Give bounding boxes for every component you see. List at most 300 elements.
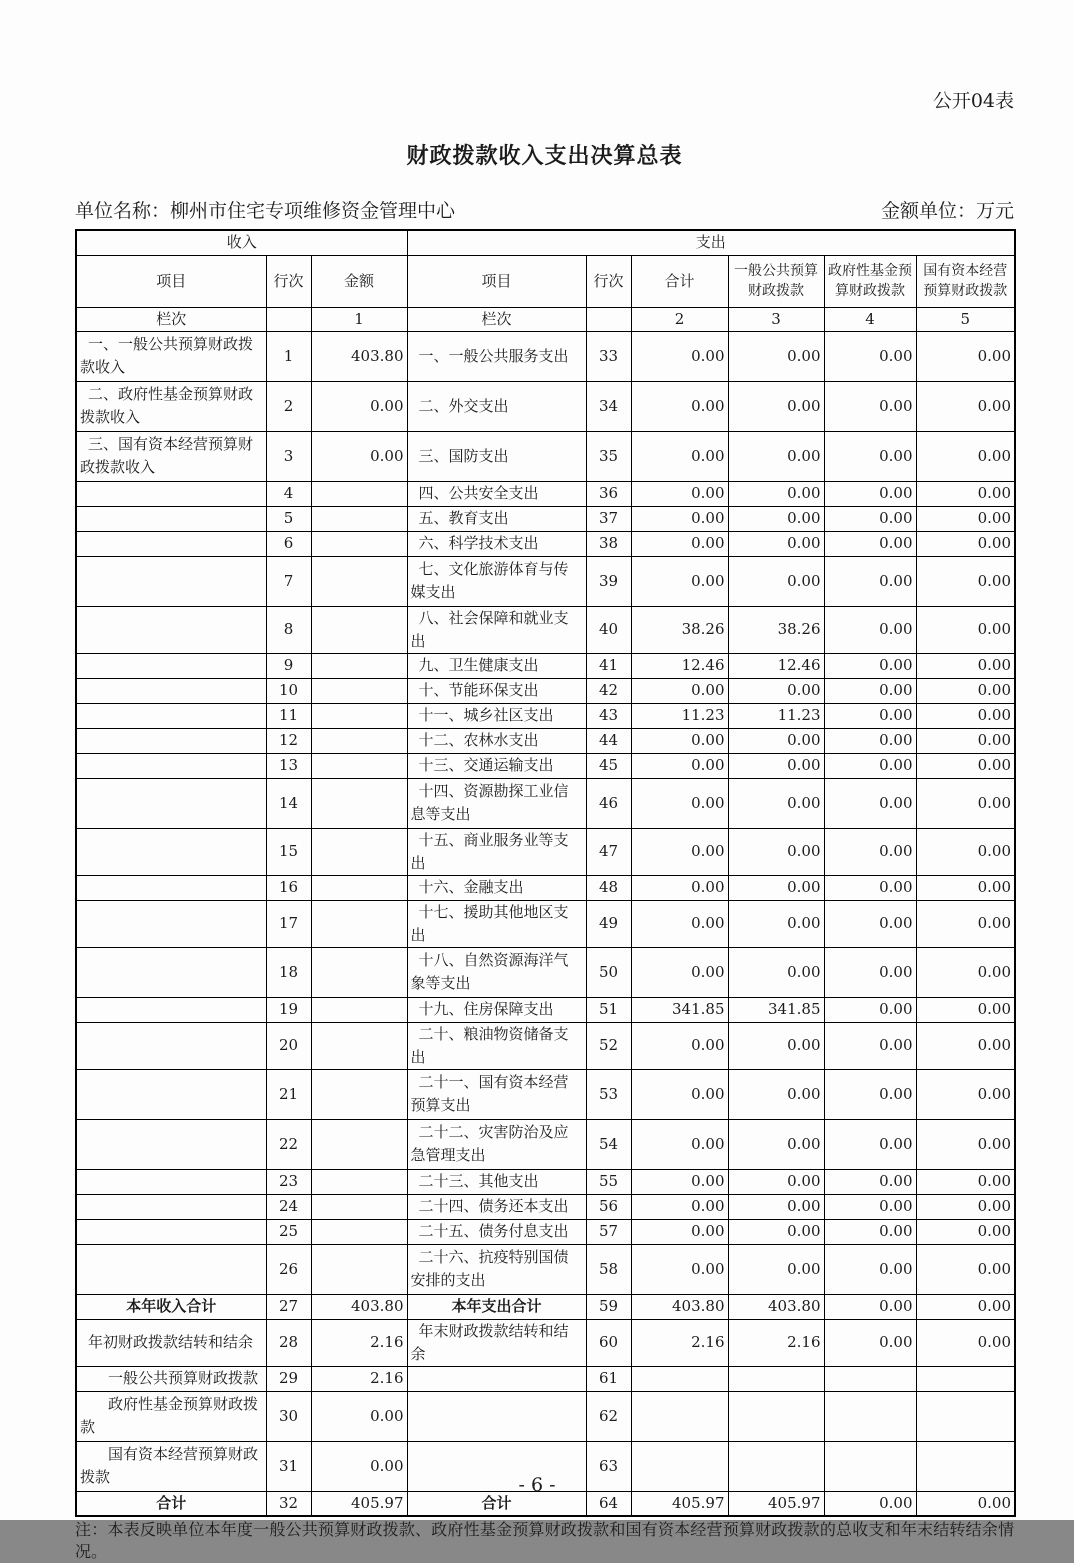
income-amount-cell [311,506,407,531]
income-amount-cell [311,828,407,875]
expense-total-cell: 0.00 [631,778,728,828]
expense-state-capital-cell: 0.00 [916,1069,1015,1119]
expense-item-cell: 本年支出合计 [407,1294,586,1319]
table-row [76,703,1015,728]
expense-rowno-cell: 39 [586,556,631,606]
expense-item-cell: 十四、资源勘探工业信息等支出 [407,778,586,828]
expense-rowno-cell: 56 [586,1194,631,1219]
expense-gov-fund-cell: 0.00 [824,1069,916,1119]
expense-general-budget-cell: 11.23 [728,703,824,728]
expense-total-cell: 0.00 [631,678,728,703]
amount-unit: 金额单位：万元 [880,200,1014,222]
expense-total-cell: 38.26 [631,606,728,653]
expense-general-budget-cell: 0.00 [728,778,824,828]
income-lanci-rowno-blank [266,307,311,331]
expense-lanci-label: 栏次 [407,307,586,331]
expense-state-capital-cell: 0.00 [916,1244,1015,1294]
expense-state-capital-cell: 0.00 [916,947,1015,997]
expense-gov-fund-cell: 0.00 [824,531,916,556]
income-rowno-cell: 18 [266,947,311,997]
expense-state-capital-cell: 0.00 [916,875,1015,900]
expense-gov-fund-cell: 0.00 [824,1194,916,1219]
expense-state-capital-cell: 0.00 [916,531,1015,556]
expense-general-budget-cell: 0.00 [728,431,824,481]
expense-item-cell: 年末财政拨款结转和结余 [407,1319,586,1366]
income-item-cell [76,1194,266,1219]
table-row [76,1069,1015,1119]
expense-total-cell: 0.00 [631,331,728,381]
expense-gov-fund-cell: 0.00 [824,703,916,728]
income-item-cell [76,1119,266,1169]
expense-state-capital-cell [916,1391,1015,1441]
income-rowno-cell: 3 [266,431,311,481]
income-amount-cell: 0.00 [311,1441,407,1491]
income-rowno-cell: 13 [266,753,311,778]
expense-rowno-cell: 43 [586,703,631,728]
expense-rowno-cell: 44 [586,728,631,753]
income-item-cell: 政府性基金预算财政拨款 [76,1391,266,1441]
expense-state-capital-cell: 0.00 [916,1194,1015,1219]
income-amount-cell [311,1119,407,1169]
income-item-cell [76,1069,266,1119]
expense-rowno-cell: 36 [586,481,631,506]
income-amount-cell [311,1219,407,1244]
expense-gov-fund-cell: 0.00 [824,1319,916,1366]
expense-item-cell: 二十六、抗疫特别国债安排的支出 [407,1244,586,1294]
income-section-header: 收入 [76,230,407,255]
income-item-cell [76,531,266,556]
income-rowno-cell: 16 [266,875,311,900]
state-capital-header: 国有资本经营预算财政拨款 [916,255,1015,307]
income-item-cell [76,1244,266,1294]
expense-total-cell: 0.00 [631,1022,728,1069]
expense-rowno-cell: 41 [586,653,631,678]
expense-item-cell: 二、外交支出 [407,381,586,431]
expense-item-cell: 三、国防支出 [407,431,586,481]
expense-state-capital-cell: 0.00 [916,678,1015,703]
expense-state-capital-cell: 0.00 [916,653,1015,678]
income-item-cell [76,481,266,506]
table-row [76,1022,1015,1069]
expense-item-cell: 二十五、债务付息支出 [407,1219,586,1244]
expense-general-budget-cell: 0.00 [728,828,824,875]
expense-total-cell [631,1366,728,1391]
expense-item-cell: 十一、城乡社区支出 [407,703,586,728]
table-row [76,1366,1015,1391]
expense-gov-fund-cell: 0.00 [824,678,916,703]
income-rowno-cell: 5 [266,506,311,531]
expense-general-budget-cell: 12.46 [728,653,824,678]
income-rowno-cell: 6 [266,531,311,556]
income-rowno-cell: 30 [266,1391,311,1441]
expense-rowno-cell: 45 [586,753,631,778]
expense-rowno-cell: 37 [586,506,631,531]
expense-general-budget-cell: 0.00 [728,381,824,431]
expense-rowno-cell: 34 [586,381,631,431]
expense-item-cell: 二十、粮油物资储备支出 [407,1022,586,1069]
income-rowno-cell: 2 [266,381,311,431]
page-number: - 6 - [518,1474,556,1496]
expense-rowno-cell: 33 [586,331,631,381]
unit-name: 单位名称：柳州市住宅专项维修资金管理中心 [75,200,456,222]
expense-total-cell: 0.00 [631,753,728,778]
income-rowno-cell: 21 [266,1069,311,1119]
income-item-cell [76,506,266,531]
expense-item-cell: 六、科学技术支出 [407,531,586,556]
income-rowno-cell: 22 [266,1119,311,1169]
expense-item-cell: 合计 [407,1491,586,1516]
income-rowno-cell: 14 [266,778,311,828]
income-rowno-cell: 26 [266,1244,311,1294]
expense-item-cell: 十三、交通运输支出 [407,753,586,778]
expense-rowno-header: 行次 [586,255,631,307]
income-amount-cell [311,481,407,506]
table-row [76,1219,1015,1244]
income-item-cell [76,875,266,900]
income-item-cell [76,678,266,703]
expense-total-cell: 341.85 [631,997,728,1022]
expense-general-budget-cell: 341.85 [728,997,824,1022]
gov-fund-header: 政府性基金预算财政拨款 [824,255,916,307]
table-row [76,1244,1015,1294]
income-amount-cell: 2.16 [311,1366,407,1391]
expense-gov-fund-cell: 0.00 [824,997,916,1022]
expense-general-budget-cell: 0.00 [728,531,824,556]
expense-item-cell: 十二、农林水支出 [407,728,586,753]
expense-item-cell: 十九、住房保障支出 [407,997,586,1022]
expense-total-cell: 0.00 [631,531,728,556]
expense-general-budget-cell: 0.00 [728,753,824,778]
income-item-cell [76,947,266,997]
income-amount-cell [311,875,407,900]
income-rowno-cell: 19 [266,997,311,1022]
income-item-cell [76,1169,266,1194]
expense-gov-fund-cell: 0.00 [824,481,916,506]
income-amount-cell [311,703,407,728]
expense-general-budget-cell [728,1391,824,1441]
table-row [76,431,1015,481]
expense-gov-fund-cell: 0.00 [824,728,916,753]
income-rowno-cell: 15 [266,828,311,875]
income-rowno-cell: 27 [266,1294,311,1319]
expense-state-capital-cell: 0.00 [916,728,1015,753]
income-rowno-cell: 10 [266,678,311,703]
expense-rowno-cell: 54 [586,1119,631,1169]
table-row [76,828,1015,875]
expense-gov-fund-cell: 0.00 [824,1244,916,1294]
income-amount-cell [311,1194,407,1219]
expense-state-capital-cell: 0.00 [916,753,1015,778]
expense-gov-fund-cell: 0.00 [824,778,916,828]
expense-col-number-5: 5 [916,307,1015,331]
expense-gov-fund-cell: 0.00 [824,1022,916,1069]
income-amount-cell [311,728,407,753]
income-item-cell: 一般公共预算财政拨款 [76,1366,266,1391]
expense-total-cell: 0.00 [631,1244,728,1294]
expense-gov-fund-cell: 0.00 [824,900,916,947]
expense-general-budget-cell: 0.00 [728,875,824,900]
expense-total-cell: 0.00 [631,1069,728,1119]
table-row [76,331,1015,381]
expense-total-cell: 0.00 [631,556,728,606]
expense-gov-fund-cell: 0.00 [824,506,916,531]
expense-item-cell: 五、教育支出 [407,506,586,531]
income-item-cell: 年初财政拨款结转和结余 [76,1319,266,1366]
expense-rowno-cell: 38 [586,531,631,556]
expense-rowno-cell: 49 [586,900,631,947]
income-amount-cell [311,1022,407,1069]
income-amount-cell: 405.97 [311,1491,407,1516]
income-rowno-cell: 1 [266,331,311,381]
expense-total-cell: 0.00 [631,381,728,431]
expense-gov-fund-cell [824,1391,916,1441]
expense-general-budget-cell: 0.00 [728,556,824,606]
expense-total-cell: 0.00 [631,828,728,875]
expense-total-cell: 405.97 [631,1491,728,1516]
expense-general-budget-cell: 0.00 [728,1022,824,1069]
table-row [76,1294,1015,1319]
table-row [76,506,1015,531]
expense-item-cell: 八、社会保障和就业支出 [407,606,586,653]
expense-total-cell: 2.16 [631,1319,728,1366]
expense-total-cell: 12.46 [631,653,728,678]
expense-gov-fund-cell: 0.00 [824,653,916,678]
income-rowno-cell: 17 [266,900,311,947]
expense-total-cell: 0.00 [631,875,728,900]
expense-state-capital-cell: 0.00 [916,1294,1015,1319]
income-amount-cell [311,1169,407,1194]
expense-rowno-cell: 46 [586,778,631,828]
fiscal-table [75,229,1016,1517]
table-row [76,481,1015,506]
income-amount-cell [311,997,407,1022]
income-item-cell [76,728,266,753]
expense-total-cell: 0.00 [631,431,728,481]
expense-rowno-cell: 51 [586,997,631,1022]
expense-general-budget-cell: 0.00 [728,481,824,506]
expense-rowno-cell: 64 [586,1491,631,1516]
expense-state-capital-cell: 0.00 [916,1169,1015,1194]
expense-rowno-cell: 58 [586,1244,631,1294]
income-amount-cell: 403.80 [311,1294,407,1319]
income-item-cell [76,1219,266,1244]
income-item-cell [76,828,266,875]
income-rowno-cell: 24 [266,1194,311,1219]
income-item-cell [76,1022,266,1069]
income-rowno-cell: 4 [266,481,311,506]
expense-gov-fund-cell: 0.00 [824,556,916,606]
expense-item-cell: 一、一般公共服务支出 [407,331,586,381]
table-row [76,900,1015,947]
page-title: 财政拨款收入支出决算总表 [406,143,683,169]
expense-gov-fund-cell: 0.00 [824,431,916,481]
general-budget-header: 一般公共预算财政拨款 [728,255,824,307]
income-amount-cell [311,556,407,606]
expense-total-cell: 0.00 [631,900,728,947]
expense-general-budget-cell: 403.80 [728,1294,824,1319]
expense-general-budget-cell: 38.26 [728,606,824,653]
expense-state-capital-cell: 0.00 [916,381,1015,431]
table-row [76,381,1015,431]
income-rowno-cell: 29 [266,1366,311,1391]
expense-total-cell: 0.00 [631,1194,728,1219]
expense-state-capital-cell: 0.00 [916,506,1015,531]
expense-gov-fund-cell: 0.00 [824,1491,916,1516]
expense-general-budget-cell: 0.00 [728,728,824,753]
expense-total-cell: 0.00 [631,728,728,753]
expense-state-capital-cell: 0.00 [916,1219,1015,1244]
income-amount-cell: 0.00 [311,431,407,481]
expense-state-capital-cell: 0.00 [916,556,1015,606]
income-item-cell [76,997,266,1022]
expense-total-cell: 0.00 [631,506,728,531]
income-amount-cell: 0.00 [311,1391,407,1441]
expense-item-cell: 二十一、国有资本经营预算支出 [407,1069,586,1119]
table-row [76,875,1015,900]
expense-gov-fund-cell: 0.00 [824,606,916,653]
income-amount-cell [311,900,407,947]
income-amount-cell: 403.80 [311,331,407,381]
expense-item-cell: 七、文化旅游体育与传媒支出 [407,556,586,606]
income-amount-cell [311,531,407,556]
income-amount-cell [311,653,407,678]
expense-state-capital-cell: 0.00 [916,606,1015,653]
expense-state-capital-cell: 0.00 [916,1022,1015,1069]
expense-rowno-cell: 61 [586,1366,631,1391]
income-amount-cell [311,678,407,703]
income-item-cell: 国有资本经营预算财政拨款 [76,1441,266,1491]
expense-item-cell: 十六、金融支出 [407,875,586,900]
expense-total-cell: 11.23 [631,703,728,728]
table-row [76,1169,1015,1194]
income-item-cell: 三、国有资本经营预算财政拨款收入 [76,431,266,481]
expense-state-capital-cell: 0.00 [916,481,1015,506]
income-item-cell [76,900,266,947]
income-rowno-cell: 31 [266,1441,311,1491]
expense-rowno-cell: 35 [586,431,631,481]
expense-rowno-cell: 50 [586,947,631,997]
expense-item-cell [407,1366,586,1391]
expense-gov-fund-cell [824,1366,916,1391]
income-rowno-cell: 23 [266,1169,311,1194]
income-rowno-cell: 9 [266,653,311,678]
expense-general-budget-cell: 0.00 [728,1069,824,1119]
expense-rowno-cell: 55 [586,1169,631,1194]
income-lanci-label: 栏次 [76,307,266,331]
table-row [76,531,1015,556]
income-item-header: 项目 [76,255,266,307]
expense-rowno-cell: 62 [586,1391,631,1441]
expense-state-capital-cell: 0.00 [916,778,1015,828]
expense-item-cell: 二十四、债务还本支出 [407,1194,586,1219]
expense-state-capital-cell [916,1366,1015,1391]
expense-general-budget-cell: 0.00 [728,1244,824,1294]
expense-section-header: 支出 [407,230,1015,255]
income-rowno-cell: 28 [266,1319,311,1366]
table-row [76,678,1015,703]
expense-item-cell: 四、公共安全支出 [407,481,586,506]
income-amount-header: 金额 [311,255,407,307]
expense-total-cell: 0.00 [631,1169,728,1194]
income-rowno-cell: 25 [266,1219,311,1244]
expense-rowno-cell: 42 [586,678,631,703]
income-item-cell: 二、政府性基金预算财政拨款收入 [76,381,266,431]
expense-general-budget-cell: 0.00 [728,678,824,703]
expense-total-cell: 0.00 [631,947,728,997]
expense-general-budget-cell: 0.00 [728,1119,824,1169]
expense-general-budget-cell: 405.97 [728,1491,824,1516]
expense-gov-fund-cell: 0.00 [824,331,916,381]
expense-col-number-2: 2 [631,307,728,331]
table-row [76,778,1015,828]
expense-gov-fund-cell: 0.00 [824,1294,916,1319]
income-amount-cell [311,753,407,778]
expense-item-cell: 九、卫生健康支出 [407,653,586,678]
expense-gov-fund-cell: 0.00 [824,1169,916,1194]
expense-state-capital-cell: 0.00 [916,331,1015,381]
income-rowno-cell: 32 [266,1491,311,1516]
table-row [76,753,1015,778]
income-item-cell [76,556,266,606]
expense-general-budget-cell [728,1366,824,1391]
expense-gov-fund-cell: 0.00 [824,1219,916,1244]
expense-gov-fund-cell: 0.00 [824,1119,916,1169]
expense-item-cell: 二十二、灾害防治及应急管理支出 [407,1119,586,1169]
income-item-cell: 合计 [76,1491,266,1516]
table-row [76,1194,1015,1219]
expense-general-budget-cell: 0.00 [728,331,824,381]
table-row [76,1319,1015,1366]
expense-gov-fund-cell: 0.00 [824,947,916,997]
income-rowno-cell: 12 [266,728,311,753]
income-amount-cell [311,1244,407,1294]
table-row [76,728,1015,753]
income-amount-cell: 0.00 [311,381,407,431]
income-item-cell: 本年收入合计 [76,1294,266,1319]
expense-general-budget-cell: 0.00 [728,1194,824,1219]
expense-state-capital-cell: 0.00 [916,431,1015,481]
expense-item-cell: 二十三、其他支出 [407,1169,586,1194]
expense-col-number-4: 4 [824,307,916,331]
expense-general-budget-cell: 0.00 [728,1219,824,1244]
income-rowno-cell: 7 [266,556,311,606]
expense-total-cell: 0.00 [631,481,728,506]
table-note: 注：本表反映单位本年度一般公共预算财政拨款、政府性基金预算财政拨款和国有资本经营预算财政拨款的总收支和年末结转结余情况。 [75,1520,1014,1561]
expense-item-cell [407,1391,586,1441]
expense-state-capital-cell: 0.00 [916,703,1015,728]
expense-total-cell [631,1391,728,1441]
income-amount-cell [311,947,407,997]
table-row [76,1119,1015,1169]
table-row [76,1391,1015,1441]
doc-label: 公开04表 [932,90,1014,112]
income-amount-cell [311,1069,407,1119]
table-row [76,606,1015,653]
income-item-cell [76,753,266,778]
expense-state-capital-cell: 0.00 [916,1491,1015,1516]
expense-state-capital-cell: 0.00 [916,997,1015,1022]
expense-item-cell: 十八、自然资源海洋气象等支出 [407,947,586,997]
income-col-number: 1 [311,307,407,331]
income-item-cell [76,778,266,828]
income-amount-cell [311,606,407,653]
expense-general-budget-cell: 0.00 [728,1169,824,1194]
expense-total-cell: 0.00 [631,1219,728,1244]
income-amount-cell: 2.16 [311,1319,407,1366]
expense-rowno-cell: 53 [586,1069,631,1119]
income-rowno-cell: 20 [266,1022,311,1069]
expense-item-cell: 十五、商业服务业等支出 [407,828,586,875]
